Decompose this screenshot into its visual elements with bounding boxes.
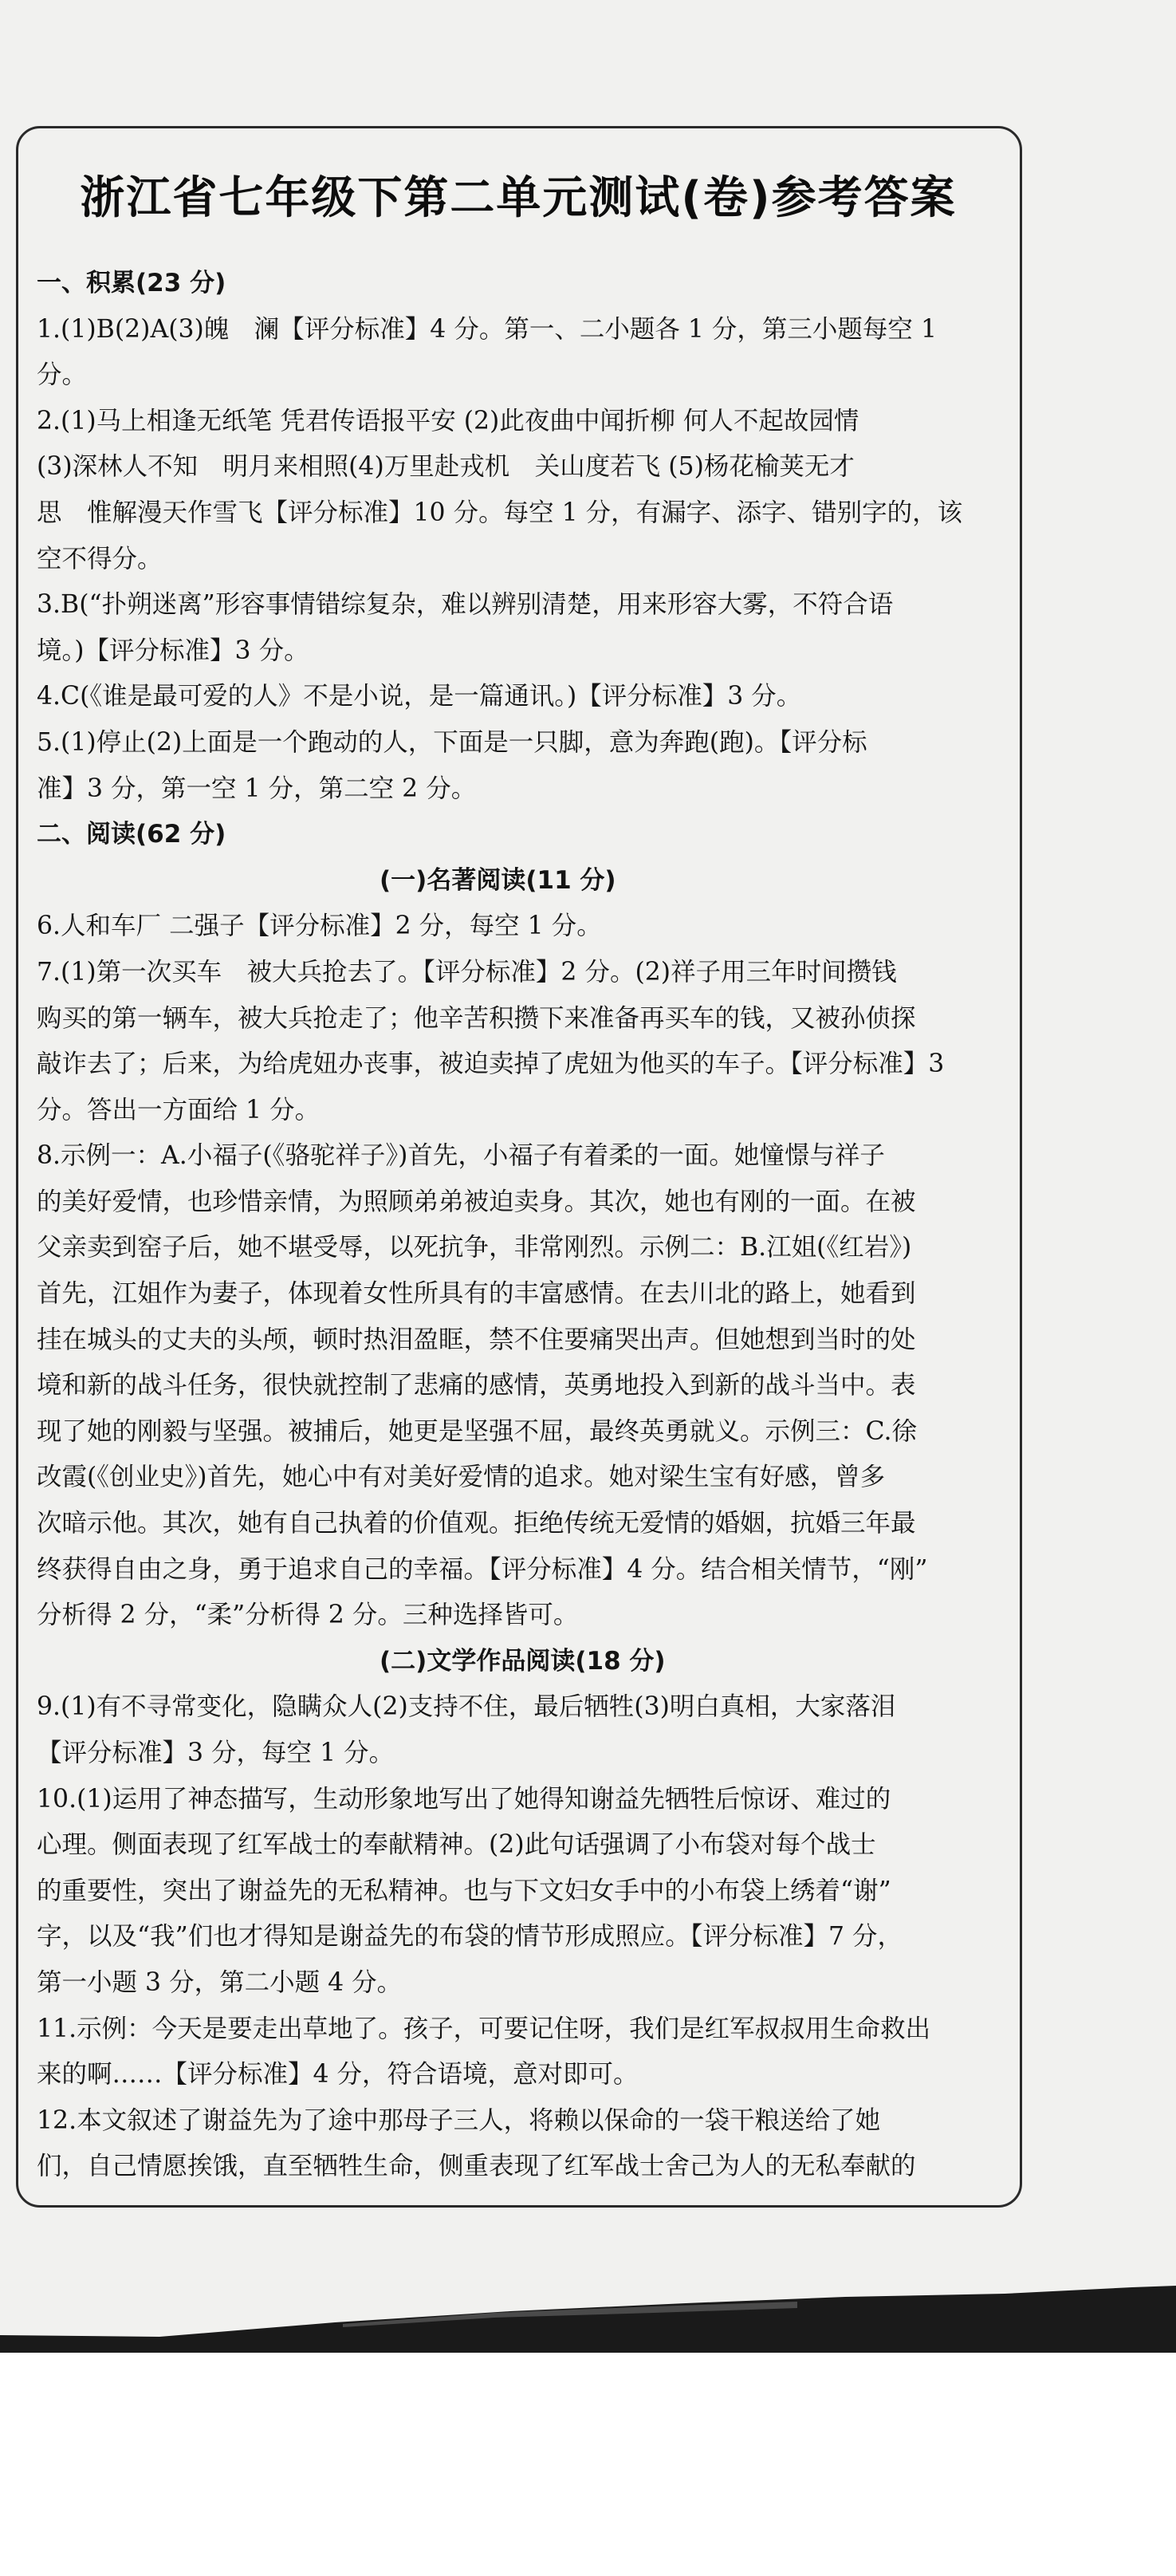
answer-line: 分析得 2 分，“柔”分析得 2 分。三种选择皆可。 [37, 1601, 579, 1630]
answer-line: 首先，江姐作为妻子，体现着女性所具有的丰富感情。在去川北的路上，她看到 [37, 1279, 916, 1309]
answer-line: (3)深林人不知 明月来相照(4)万里赴戎机 关山度若飞 (5)杨花榆荚无才 [37, 452, 855, 482]
page-title: 浙江省七年级下第二单元测试(卷)参考答案 [80, 172, 957, 224]
answer-line: 9.(1)有不寻常变化，隐瞒众人(2)支持不住，最后牺牲(3)明白真相，大家落泪 [37, 1692, 896, 1722]
answer-line: 分。 [37, 360, 88, 390]
answer-line: 准】3 分，第一空 1 分，第二空 2 分。 [37, 774, 477, 803]
answer-line: 7.(1)第一次买车 被大兵抢去了。【评分标准】2 分。(2)祥子用三年时间攒钱 [37, 957, 897, 987]
answer-line: 心理。侧面表现了红军战士的奉献精神。(2)此句话强调了小布袋对每个战士 [37, 1830, 876, 1860]
section-heading-reading: 二、阅读(62 分) [37, 820, 226, 849]
answer-line: 【评分标准】3 分，每空 1 分。 [37, 1739, 395, 1767]
answer-line: 父亲卖到窑子后，她不堪受辱，以死抗争，非常刚烈。示例二：B.江姐(《红岩》) [37, 1233, 912, 1262]
answer-line: 们，自己情愿挨饿，直至牺牲生命，侧重表现了红军战士舍己为人的无私奉献的 [37, 2152, 916, 2181]
answer-line: 境。)【评分标准】3 分。 [37, 636, 309, 665]
answer-line: 现了她的刚毅与坚强。被捕后，她更是坚强不屈，最终英勇就义。示例三：C.徐 [37, 1416, 917, 1446]
subsection-heading-literature: (二)文学作品阅读(18 分) [380, 1646, 666, 1676]
answer-line: 1.(1)B(2)A(3)魄 澜【评分标准】4 分。第一、二小题各 1 分，第三小题每空 1 [37, 314, 937, 344]
answer-line: 思 惟解漫天作雪飞【评分标准】10 分。每空 1 分，有漏字、添字、错别字的，该 [37, 498, 963, 527]
answer-line: 12.本文叙述了谢益先为了途中那母子三人，将赖以保命的一袋干粮送给了她 [37, 2105, 881, 2135]
answer-line: 4.C(《谁是最可爱的人》不是小说，是一篇通讯。)【评分标准】3 分。 [37, 682, 802, 711]
scanned-paper-edge [0, 2265, 1176, 2353]
blank-background [0, 2353, 1176, 2576]
section-heading-accumulation: 一、积累(23 分) [37, 269, 226, 297]
answer-line: 境和新的战斗任务，很快就控制了悲痛的感情，英勇地投入到新的战斗当中。表 [37, 1371, 916, 1400]
answer-line: 3.B(“扑朔迷离”形容事情错综复杂，难以辨别清楚，用来形容大雾，不符合语 [37, 590, 894, 620]
answer-line: 空不得分。 [37, 544, 163, 573]
answer-line: 购买的第一辆车，被大兵抢走了；他辛苦积攒下来准备再买车的钱，又被孙侦探 [37, 1003, 916, 1033]
answer-line: 分。答出一方面给 1 分。 [37, 1095, 321, 1125]
answer-line: 的重要性，突出了谢益先的无私精神。也与下文妇女手中的小布袋上绣着“谢” [37, 1876, 891, 1905]
answer-line: 5.(1)停止(2)上面是一个跑动的人，下面是一只脚，意为奔跑(跑)。【评分标 [37, 727, 867, 757]
answer-line: 第一小题 3 分，第二小题 4 分。 [37, 1967, 403, 1997]
answer-line: 8.示例一：A.小福子(《骆驼祥子》)首先，小福子有着柔的一面。她憧憬与祥子 [37, 1141, 885, 1171]
answer-line: 11.示例：今天是要走出草地了。孩子，可要记住呀，我们是红军叔叔用生命救出 [37, 2014, 931, 2043]
answer-line: 的美好爱情，也珍惜亲情，为照顾弟弟被迫卖身。其次，她也有刚的一面。在被 [37, 1187, 916, 1216]
answer-line: 终获得自由之身，勇于追求自己的幸福。【评分标准】4 分。结合相关情节，“刚” [37, 1554, 928, 1584]
answer-line: 次暗示他。其次，她有自己执着的价值观。拒绝传统无爱情的婚姻，抗婚三年最 [37, 1509, 916, 1538]
answer-line: 字，以及“我”们也才得知是谢益先的布袋的情节形成照应。【评分标准】7 分， [37, 1922, 903, 1952]
answer-line: 2.(1)马上相逢无纸笔 凭君传语报平安 (2)此夜曲中闻折柳 何人不起故园情 [37, 406, 859, 435]
answer-line: 来的啊……【评分标准】4 分，符合语境，意对即可。 [37, 2060, 639, 2090]
answer-line: 挂在城头的丈夫的头颅，顿时热泪盈眶，禁不住要痛哭出声。但她想到当时的处 [37, 1325, 916, 1354]
answer-line: 6.人和车厂 二强子【评分标准】2 分，每空 1 分。 [37, 912, 602, 941]
subsection-heading-classics: (一)名著阅读(11 分) [380, 865, 616, 895]
answer-line: 改霞(《创业史》)首先，她心中有对美好爱情的追求。她对梁生宝有好感，曾多 [37, 1463, 886, 1492]
answer-line: 敲诈去了；后来，为给虎妞办丧事，被迫卖掉了虎妞为他买的车子。【评分标准】3 [37, 1050, 945, 1079]
answer-line: 10.(1)运用了神态描写，生动形象地写出了她得知谢益先牺牲后惊讶、难过的 [37, 1784, 891, 1814]
answer-content [37, 261, 1008, 2190]
